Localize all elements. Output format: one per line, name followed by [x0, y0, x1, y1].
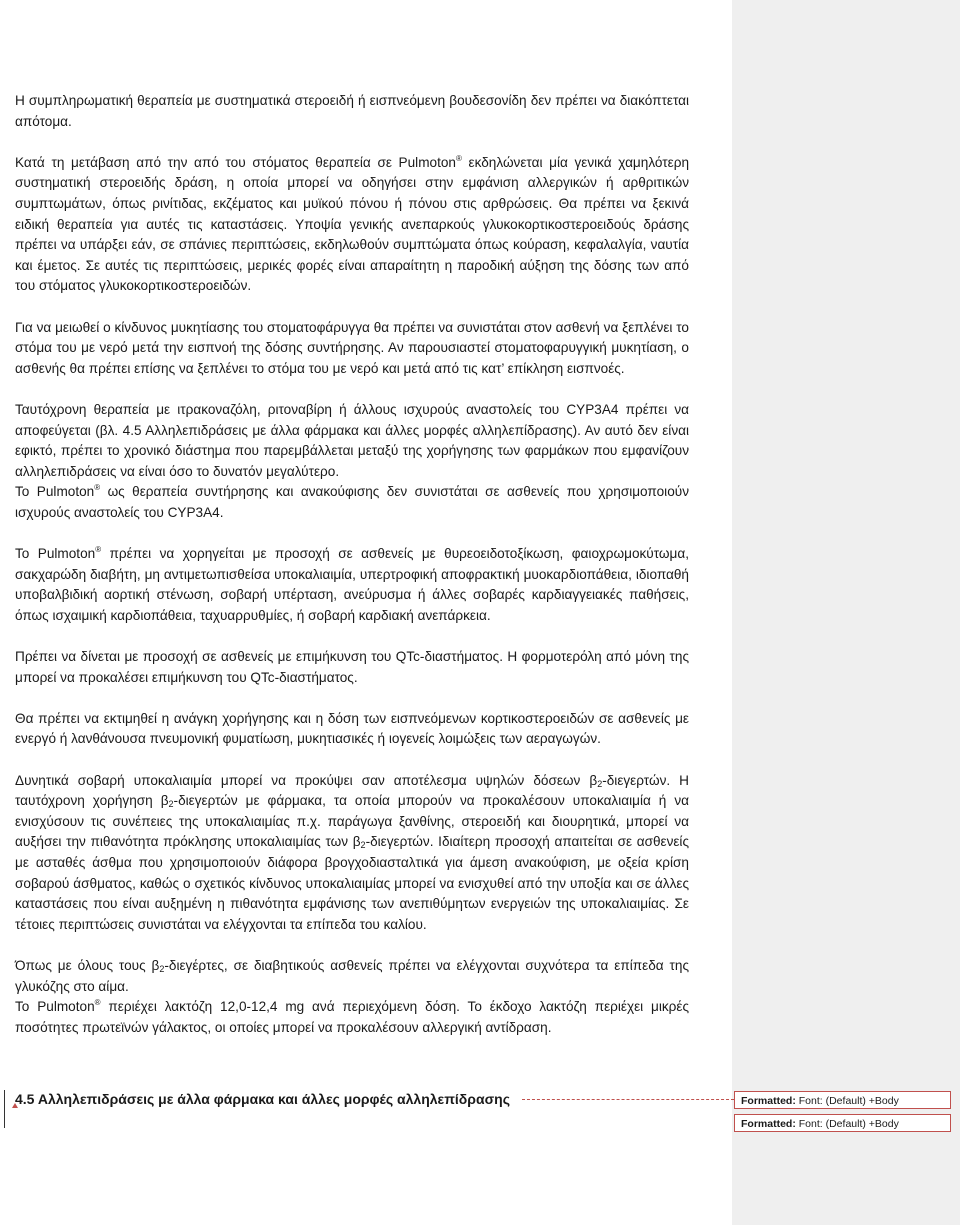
paragraph-cyp3a4: Ταυτόχρονη θεραπεία με ιτρακοναζόλη, ριτοναβίρη ή άλλους ισχυρούς αναστολείς του CYP3A4 πρέπει να αποφεύγεται (βλ. 4.5 Αλληλεπιδράσεις με άλλα φάρμακα και άλλες μορφές αλληλεπίδρασης). Αν αυτό δεν είναι εφικτό, πρέπει το χρονικό διάστημα που παρεμβάλλεται μεταξύ της χορήγησης των φαρμάκων που εμφανίζουν αλληλεπιδράσεις να είναι όσο το δυνατόν μεγαλύτερο.: [15, 401, 689, 479]
text-run: -διεγερτών με φάρμακα, τα οποία μπορούν να προκαλέσουν υποκαλιαιμία ή να ενισχύσουν τις συνέπειες της υποκαλιαιμίας π.χ. παράγωγα ξανθίνης, στεροειδή και διουρητικά, μπορεί να αυξήσει την πιθανότητα πρόκλησης υποκαλιαιμίας των β: [15, 793, 690, 850]
text-run: πρέπει να χορηγείται με προσοχή σε ασθενείς με θυρεοειδοτοξίκωση, φαιοχρωμοκύτωμα, σακχαρώδη διαβήτη, μη αντιμετωπισθείσα υποκαλιαιμία, υπερτροφική αποφρακτική μυοκαρδιοπάθεια, ιδιοπαθή υποβαλβιδική αορτική στένωση, σοβαρή υπέρταση, ανεύρυσμα ή άλλες σοβαρές καρδιαγγειακές παθήσεις, όπως ισχαιμική καρδιοπάθεια, ταχυαρρυθμίες, ή σοβαρή καρδιακή ανεπάρκεια.: [15, 546, 689, 623]
registered-mark: ®: [94, 998, 101, 1008]
paragraph-candidiasis: Για να μειωθεί ο κίνδυνος μυκητίασης του στοματοφάρυγγα θα πρέπει να συνιστάται στον ασθενή να ξεπλένει το στόμα του με νερό μετά την εισπνοή της δόσης συντήρησης. Αν παρουσιαστεί στοματοφαρυγγική μυκητίαση, ο ασθενής θα πρέπει επίσης να ξεπλένει το στόμα του με νερό και μετά από τις κατ’ επίκληση εισπνοές.: [15, 319, 689, 376]
paragraph-transition: [15, 153, 689, 297]
paragraph-lactose: [15, 997, 689, 1038]
text-run: Το Pulmoton: [15, 484, 95, 500]
paragraph-caution-conditions: [15, 544, 689, 626]
comment-leader-line: [522, 1099, 734, 1100]
text-run: Το Pulmoton: [15, 999, 95, 1015]
text-run: ως θεραπεία συντήρησης και ανακούφισης δεν συνιστάται σε ασθενείς που χρησιμοποιούν ισχυρούς αναστολείς του CYP3A4.: [15, 484, 689, 520]
subscript: 2: [360, 840, 366, 851]
markup-margin-pane: [732, 0, 960, 1225]
balloon-detail: Font: (Default) +Body: [795, 1095, 899, 1107]
text-run: εκδηλώνεται μία γενικά χαμηλότερη συστηματική στεροειδής δράση, η οποία μπορεί να οδηγήσει στην εμφάνιση αλλεργικών ή αρθριτικών συμπτωμάτων, όπως ρινίτιδας, εκζέματος και μυϊκού πόνου ή πόνου στις αρθρώσεις. Θα πρέπει να ξεκινά ειδική θεραπεία για αυτές τις καταστάσεις. Υποψία γενικής ανεπαρκούς γλυκοκορτικοστεροειδούς δράσης πρέπει να υπάρξει εάν, σε σπάνιες περιπτώσεις, εκδηλωθούν συμπτώματα όπως κούραση, κεφαλαλγία, ναυτία και έμετος. Σε αυτές τις περιπτώσεις, μερικές φορές είναι απαραίτητη η παροδική αύξηση της δόσης των από του στόματος γλυκοκορτικοστεροειδών.: [15, 154, 689, 294]
text-run: Όπως με όλους τους β: [15, 957, 160, 973]
paragraph-qtc: Πρέπει να δίνεται με προσοχή σε ασθενείς με επιμήκυνση του QTc-διαστήματος. Η φορμοτερόλη από μόνη της μπορεί να προκαλέσει επιμήκυνση του QTc-διαστήματος.: [15, 649, 689, 685]
subscript: 2: [597, 778, 603, 789]
formatting-balloon[interactable]: [734, 1091, 951, 1109]
registered-mark: ®: [94, 483, 101, 493]
paragraph-hypokalaemia: [15, 771, 689, 936]
formatting-balloon[interactable]: [734, 1114, 951, 1132]
subscript: 2: [168, 799, 174, 810]
registered-mark: ®: [455, 153, 462, 163]
balloon-detail: Font: (Default) +Body: [795, 1118, 899, 1130]
text-run: -διεγερτών. Η ταυτόχρονη χορήγηση β: [15, 772, 689, 809]
text-run: -διεγερτών. Ιδιαίτερη προσοχή απαιτείται σε ασθενείς με ασταθές άσθμα που χρησιμοποιούν διάφορα βρογχοδιασταλτικά για άμεση ανακούφιση, με οξεία κρίση σοβαρού άσθματος, καθώς ο σχετικός κίνδυνος υποκαλιαιμίας μπορεί να ενισχυθεί από την υποξία και σε άλλες καταστάσεις που είναι αυξημένη η πιθανότητα εμφάνισης των ανεπιθύμητων ενεργειών της υποκαλιαιμίας. Σε τέτοιες περιπτώσεις συνιστάται να ελέγχονται τα επίπεδα του καλίου.: [15, 834, 690, 932]
text-run: Κατά τη μετάβαση από την από του στόματος θεραπεία σε Pulmoton: [15, 154, 456, 170]
document-body: [15, 91, 689, 1059]
paragraph-tuberculosis: Θα πρέπει να εκτιμηθεί η ανάγκη χορήγησης και η δόση των εισπνεόμενων κορτικοστεροειδών σε ασθενείς με ενεργό ή λανθάνουσα πνευμονική φυματίωση, μυκητιασικές ή ιογενείς λοιμώξεις των αεραγωγών.: [15, 710, 689, 747]
paragraph-systemic-steroids: Η συμπληρωματική θεραπεία με συστηματικά στεροειδή ή εισπνεόμενη βουδεσονίδη δεν πρέπει να διακόπτεται απότομα.: [15, 93, 689, 129]
text-run: -διεγέρτες, σε διαβητικούς ασθενείς πρέπει να ελέγχονται συχνότερα τα επίπεδα της γλυκόζης στο αίμα.: [15, 957, 690, 994]
registered-mark: ®: [95, 545, 102, 555]
paragraph-maintenance-relief: [15, 482, 689, 523]
text-run: περιέχει λακτόζη 12,0-12,4 mg ανά περιεχόμενη δόση. Το έκδοχο λακτόζη περιέχει μικρές ποσότητες πρωτεϊνών γάλακτος, οι οποίες μπορεί να προκαλέσουν αλλεργική αντίδραση.: [15, 999, 690, 1035]
balloon-label: Formatted:: [741, 1118, 796, 1130]
section-heading[interactable]: 4.5 Αλληλεπιδράσεις με άλλα φάρμακα και άλλες μορφές αλληλεπίδρασης: [15, 1091, 510, 1107]
text-run: Δυνητικά σοβαρή υποκαλιαιμία μπορεί να προκύψει σαν αποτέλεσμα υψηλών δόσεων β: [15, 772, 598, 788]
change-bar: [4, 1090, 5, 1128]
text-run: Το Pulmoton: [15, 546, 96, 562]
subscript: 2: [159, 963, 165, 974]
paragraph-diabetic: [15, 956, 689, 997]
balloon-label: Formatted:: [741, 1095, 796, 1107]
